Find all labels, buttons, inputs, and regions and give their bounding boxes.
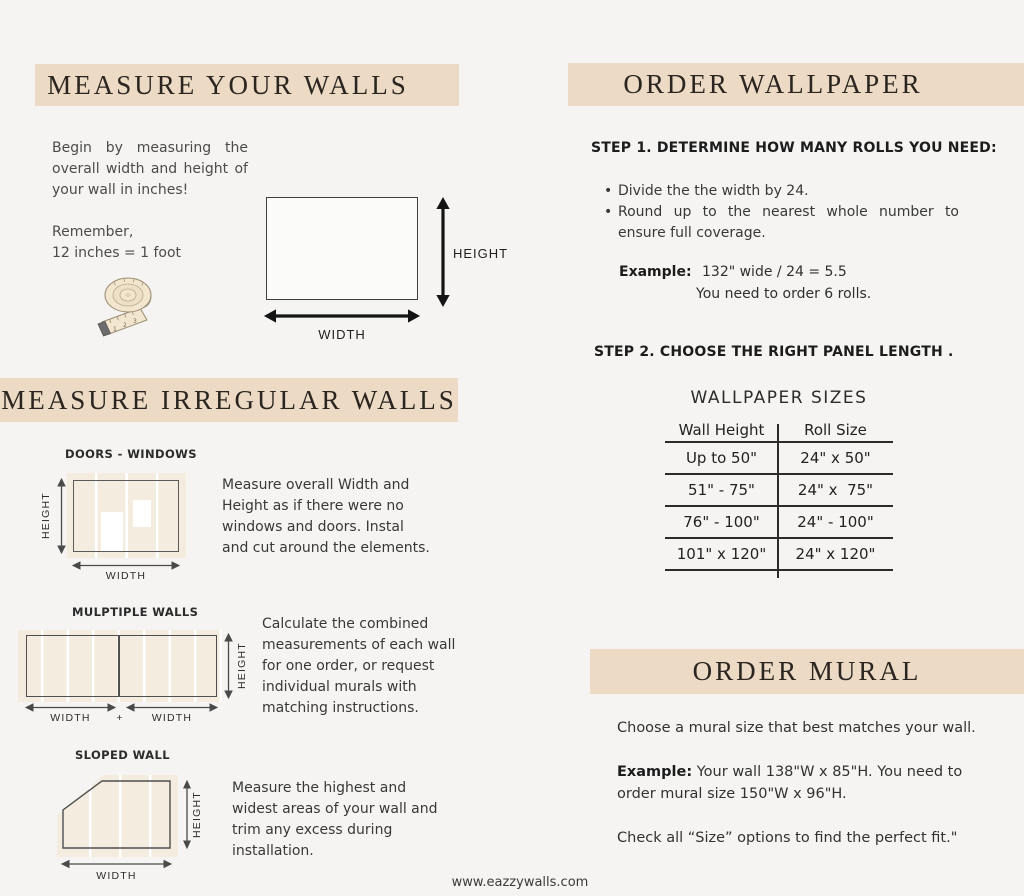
step1-bullet-list <box>604 181 959 244</box>
width-label-right: WIDTH <box>151 712 193 724</box>
list-item: • Divide the the width by 24. <box>604 181 959 202</box>
example-value: 132" wide / 24 = 5.5 <box>702 264 847 280</box>
section-title: ORDER WALLPAPER <box>623 69 923 99</box>
table-row: 101" x 120" 24" x 120" <box>665 539 893 571</box>
measure-intro-text: Begin by measuring the overall width and height of your wall in inches! <box>52 140 248 198</box>
svg-text:1: 1 <box>113 326 117 333</box>
door-shape <box>101 512 123 551</box>
step1-heading: STEP 1. DETERMINE HOW MANY ROLLS YOU NEED: <box>591 140 997 156</box>
height-arrow-icon <box>57 479 66 553</box>
section-banner-order-wallpaper <box>568 63 1024 106</box>
example-text: Your wall 138"W x 85"H. You need to order mural size 150"W x 96"H. <box>617 764 963 802</box>
column-header: Roll Size <box>804 421 867 439</box>
multiple-walls-body: Calculate the combined measurements of each wall for one order, or request individual murals with matching instructions. <box>262 616 456 716</box>
width-label: WIDTH <box>318 327 366 342</box>
remember-line1: Remember, <box>52 224 134 240</box>
height-label: HEIGHT <box>191 791 203 838</box>
step2-heading: STEP 2. CHOOSE THE RIGHT PANEL LENGTH . <box>594 344 954 360</box>
section-title: MEASURE IRREGULAR WALLS <box>1 384 457 415</box>
width-arrow-icon <box>73 561 179 570</box>
window-shape <box>133 500 151 527</box>
width-arrow-icon <box>62 861 171 868</box>
table-vertical-divider <box>777 424 779 578</box>
multiple-walls-heading: MULPTIPLE WALLS <box>72 605 199 619</box>
mural-example <box>617 761 979 805</box>
width-label-left: WIDTH <box>50 712 91 724</box>
wallpaper-sizes-table <box>665 419 893 571</box>
remember-line2: 12 inches = 1 foot <box>52 245 182 261</box>
section-banner-order-mural <box>590 649 1024 694</box>
example-label: Example: <box>617 764 693 780</box>
section-title: MEASURE YOUR WALLS <box>47 69 409 100</box>
bullet-icon: • <box>604 204 613 220</box>
section-banner-measure-irregular <box>0 378 458 422</box>
height-label: HEIGHT <box>236 642 248 690</box>
wall-diagram-rectangle <box>266 197 418 300</box>
mural-para1: Choose a mural size that best matches your wall. <box>617 720 976 736</box>
width-label: WIDTH <box>105 570 147 582</box>
column-header: Wall Height <box>678 421 765 439</box>
height-arrow-icon <box>436 198 450 306</box>
list-item: • Round up to the nearest whole number to ensure full coverage. <box>604 204 959 241</box>
mural-para3: Check all “Size” options to find the perfect fit." <box>617 830 958 846</box>
sloped-wall-body: Measure the highest and widest areas of your wall and trim any excess during installation. <box>232 780 438 859</box>
sloped-wall-diagram <box>45 768 205 873</box>
height-label: HEIGHT <box>40 492 52 540</box>
width-label: WIDTH <box>96 870 137 882</box>
doors-windows-heading: DOORS - WINDOWS <box>65 447 197 461</box>
svg-text:3: 3 <box>133 318 137 325</box>
doors-windows-outline <box>73 480 179 552</box>
svg-text:2: 2 <box>123 322 127 329</box>
tape-measure-icon <box>86 268 178 340</box>
doors-windows-body: Measure overall Width and Height as if there were no windows and doors. Instal and cut around the elements. <box>222 477 430 556</box>
width-arrow-right-icon <box>127 703 217 712</box>
plus-sign: + <box>116 712 124 724</box>
sloped-wall-heading: SLOPED WALL <box>75 748 170 762</box>
step1-example <box>619 261 871 305</box>
width-arrow-left-icon <box>26 703 115 712</box>
section-banner-measure-walls <box>35 64 459 106</box>
table-row: Up to 50" 24" x 50" <box>665 443 893 475</box>
footer-website-url: www.eazzywalls.com <box>451 875 589 890</box>
remember-note <box>52 222 248 264</box>
table-title: WALLPAPER SIZES <box>690 388 868 408</box>
multiple-walls-outline <box>26 635 217 697</box>
section-title: ORDER MURAL <box>692 656 922 686</box>
example-result: You need to order 6 rolls. <box>696 286 872 302</box>
table-row: 76" - 100" 24" - 100" <box>665 507 893 539</box>
order-mural-text <box>617 717 979 871</box>
width-arrow-icon <box>265 309 419 323</box>
wall-divider-line <box>118 635 120 697</box>
bullet-icon: • <box>604 183 613 199</box>
height-arrow-icon <box>224 634 233 698</box>
table-row: 51" - 75" 24" x 75" <box>665 475 893 507</box>
height-label: HEIGHT <box>453 246 509 261</box>
example-label: Example: <box>619 264 692 280</box>
table-header-row <box>665 419 893 443</box>
